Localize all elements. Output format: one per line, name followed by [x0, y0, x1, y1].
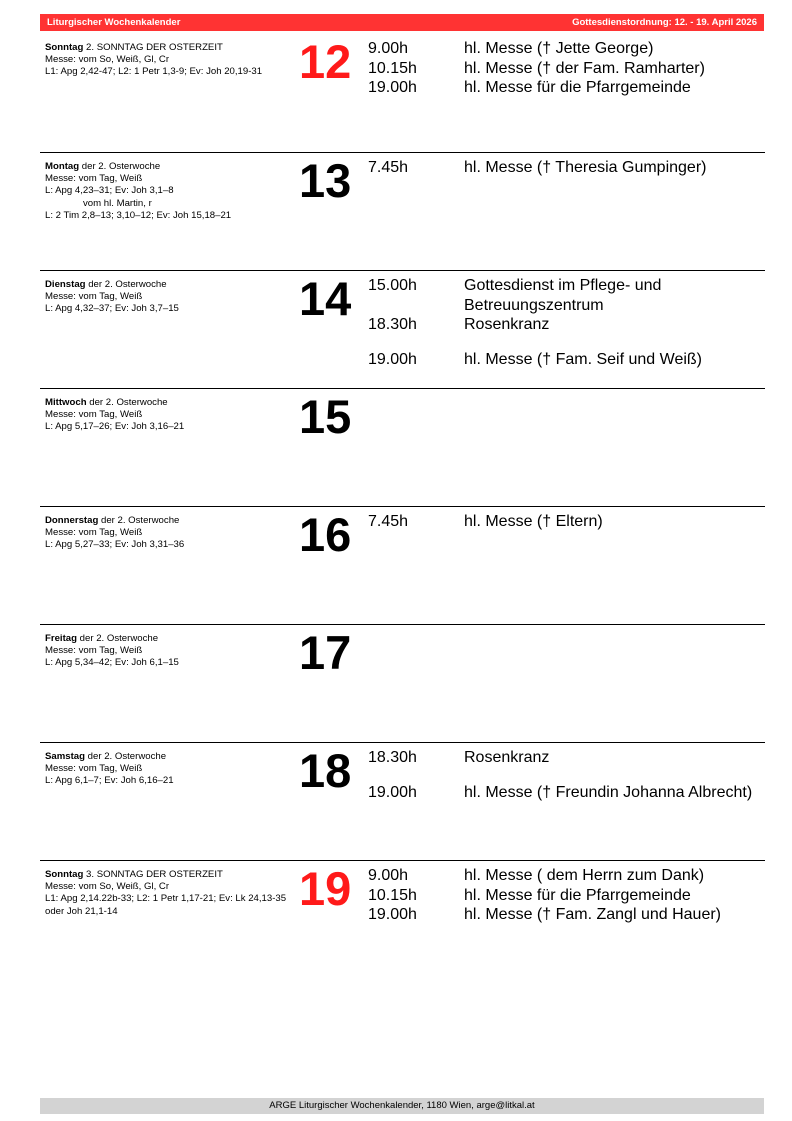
event-time: 10.15h	[368, 59, 417, 77]
event-row	[368, 315, 768, 335]
event-text: hl. Messe für die Pfarrgemeinde	[464, 79, 691, 96]
event-time: 19.00h	[368, 783, 417, 801]
day-title: der 2. Osterwoche	[86, 397, 168, 408]
day-info-line: Messe: vom Tag, Weiß	[45, 291, 143, 303]
day-info	[45, 751, 295, 788]
event-list	[368, 39, 768, 98]
event-row	[368, 905, 768, 925]
event-text: hl. Messe († Freundin Johanna Albrecht)	[464, 783, 753, 801]
day-title: der 2. Osterwoche	[85, 279, 167, 290]
event-row	[368, 296, 768, 316]
day-info-line: Messe: vom So, Weiß, Gl, Cr	[45, 54, 170, 66]
event-text: hl. Messe († Fam. Seif und Weiß)	[464, 350, 702, 368]
day-block-friday-17	[40, 624, 765, 743]
day-title: der 2. Osterwoche	[77, 633, 159, 644]
day-number: 13	[299, 154, 352, 207]
day-weekday: Samstag	[45, 751, 85, 762]
event-text: hl. Messe für die Pfarrgemeinde	[464, 886, 691, 904]
event-time: 9.00h	[368, 867, 409, 884]
day-number: 17	[299, 626, 352, 679]
event-text: Betreuungszentrum	[464, 296, 604, 314]
day-block-monday-13	[40, 152, 765, 271]
day-info-line: Messe: vom Tag, Weiß	[45, 527, 143, 539]
day-weekday: Montag	[45, 161, 80, 172]
event-time: 18.30h	[368, 316, 417, 333]
event-list	[368, 866, 768, 925]
day-block-wednesday-15	[40, 388, 765, 507]
event-list	[368, 158, 768, 178]
day-info	[45, 633, 295, 670]
day-weekday: Sonntag	[45, 42, 84, 53]
event-row	[368, 158, 768, 178]
event-time: 9.00h	[368, 40, 409, 57]
event-time: 18.30h	[368, 749, 417, 766]
day-info	[45, 161, 295, 222]
day-info-line: Messe: vom Tag, Weiß	[45, 645, 143, 657]
day-block-sunday-12	[40, 34, 765, 152]
event-row	[368, 512, 768, 532]
day-title: 3. SONNTAG DER OSTERZEIT	[83, 869, 223, 880]
day-info-line: L1: Apg 2,14.22b-33; L2: 1 Petr 1,17-21; Ev: Lk 24,13-35 oder Joh 21,1-14	[45, 893, 287, 917]
event-text: Rosenkranz	[464, 316, 550, 333]
day-number: 19	[299, 862, 352, 915]
day-title: der 2. Osterwoche	[79, 161, 161, 172]
day-info-line: Messe: vom Tag, Weiß	[45, 763, 143, 775]
day-number: 12	[299, 35, 352, 88]
event-row	[368, 866, 768, 886]
footer-bar: ARGE Liturgischer Wochenkalender, 1180 Wien, arge@litkal.at	[40, 1098, 764, 1114]
event-time: 15.00h	[368, 277, 417, 294]
event-time	[368, 296, 464, 316]
day-number: 16	[299, 508, 352, 561]
header-date-range: Gottesdienstordnung: 12. - 19. April 2026	[572, 17, 757, 28]
event-text: hl. Messe († der Fam. Ramharter)	[464, 59, 705, 77]
day-info-line: vom hl. Martin, r	[83, 197, 152, 209]
day-weekday: Donnerstag	[45, 515, 99, 526]
event-time: 19.00h	[368, 79, 417, 96]
event-list	[368, 748, 768, 802]
day-info-line: L: Apg 4,32–37; Ev: Joh 3,7–15	[45, 303, 179, 315]
day-info-line: L: Apg 5,34–42; Ev: Joh 6,1–15	[45, 657, 179, 669]
event-time: 19.00h	[368, 350, 417, 368]
event-row	[368, 59, 768, 79]
day-title: der 2. Osterwoche	[98, 515, 180, 526]
day-info-line: L1: Apg 2,42-47; L2: 1 Petr 1,3-9; Ev: Joh 20,19-31	[45, 66, 263, 78]
day-weekday: Sonntag	[45, 869, 84, 880]
day-block-sunday-19	[40, 860, 765, 979]
day-weekday: Dienstag	[45, 279, 86, 290]
day-info-line: Messe: vom So, Weiß, Gl, Cr	[45, 881, 170, 893]
day-number: 14	[299, 272, 352, 325]
day-weekday: Mittwoch	[45, 397, 87, 408]
day-info	[45, 869, 295, 918]
event-time: 10.15h	[368, 886, 417, 904]
event-text: hl. Messe († Fam. Zangl und Hauer)	[464, 906, 721, 923]
day-title: der 2. Osterwoche	[85, 751, 167, 762]
event-text: Gottesdienst im Pflege- und	[464, 277, 662, 294]
event-text: Rosenkranz	[464, 749, 550, 766]
day-info	[45, 279, 295, 316]
day-title: 2. SONNTAG DER OSTERZEIT	[83, 42, 223, 53]
day-info	[45, 397, 295, 434]
event-row	[368, 783, 768, 803]
day-number: 15	[299, 390, 352, 443]
day-info-line: Messe: vom Tag, Weiß	[45, 409, 143, 421]
day-info	[45, 42, 295, 79]
day-info-line: Messe: vom Tag, Weiß	[45, 173, 143, 185]
event-row	[368, 748, 768, 768]
event-row	[368, 886, 768, 906]
day-block-saturday-18	[40, 742, 765, 861]
day-info	[45, 515, 295, 552]
day-info-line: L: Apg 4,23–31; Ev: Joh 3,1–8	[45, 185, 174, 197]
day-info-line: L: Apg 5,27–33; Ev: Joh 3,31–36	[45, 539, 185, 551]
day-block-thursday-16	[40, 506, 765, 625]
day-weekday: Freitag	[45, 633, 77, 644]
event-row	[368, 39, 768, 59]
day-number: 18	[299, 744, 352, 797]
day-info-line: L: Apg 6,1–7; Ev: Joh 6,16–21	[45, 775, 174, 787]
event-text: hl. Messe († Eltern)	[464, 513, 603, 530]
event-time: 7.45h	[368, 159, 409, 176]
event-list	[368, 276, 768, 369]
event-row	[368, 78, 768, 98]
event-time: 19.00h	[368, 906, 417, 923]
event-time: 7.45h	[368, 513, 409, 530]
event-text: hl. Messe († Theresia Gumpinger)	[464, 159, 707, 176]
header-title: Liturgischer Wochenkalender	[47, 17, 181, 28]
event-text: hl. Messe ( dem Herrn zum Dank)	[464, 867, 705, 884]
event-text: hl. Messe († Jette George)	[464, 40, 654, 57]
day-block-tuesday-14	[40, 270, 765, 389]
day-info-line: L: Apg 5,17–26; Ev: Joh 3,16–21	[45, 421, 185, 433]
event-list	[368, 512, 768, 532]
day-info-line: L: 2 Tim 2,8–13; 3,10–12; Ev: Joh 15,18–21	[45, 209, 232, 221]
header-bar	[40, 14, 764, 31]
event-row	[368, 276, 768, 296]
event-row	[368, 350, 768, 370]
